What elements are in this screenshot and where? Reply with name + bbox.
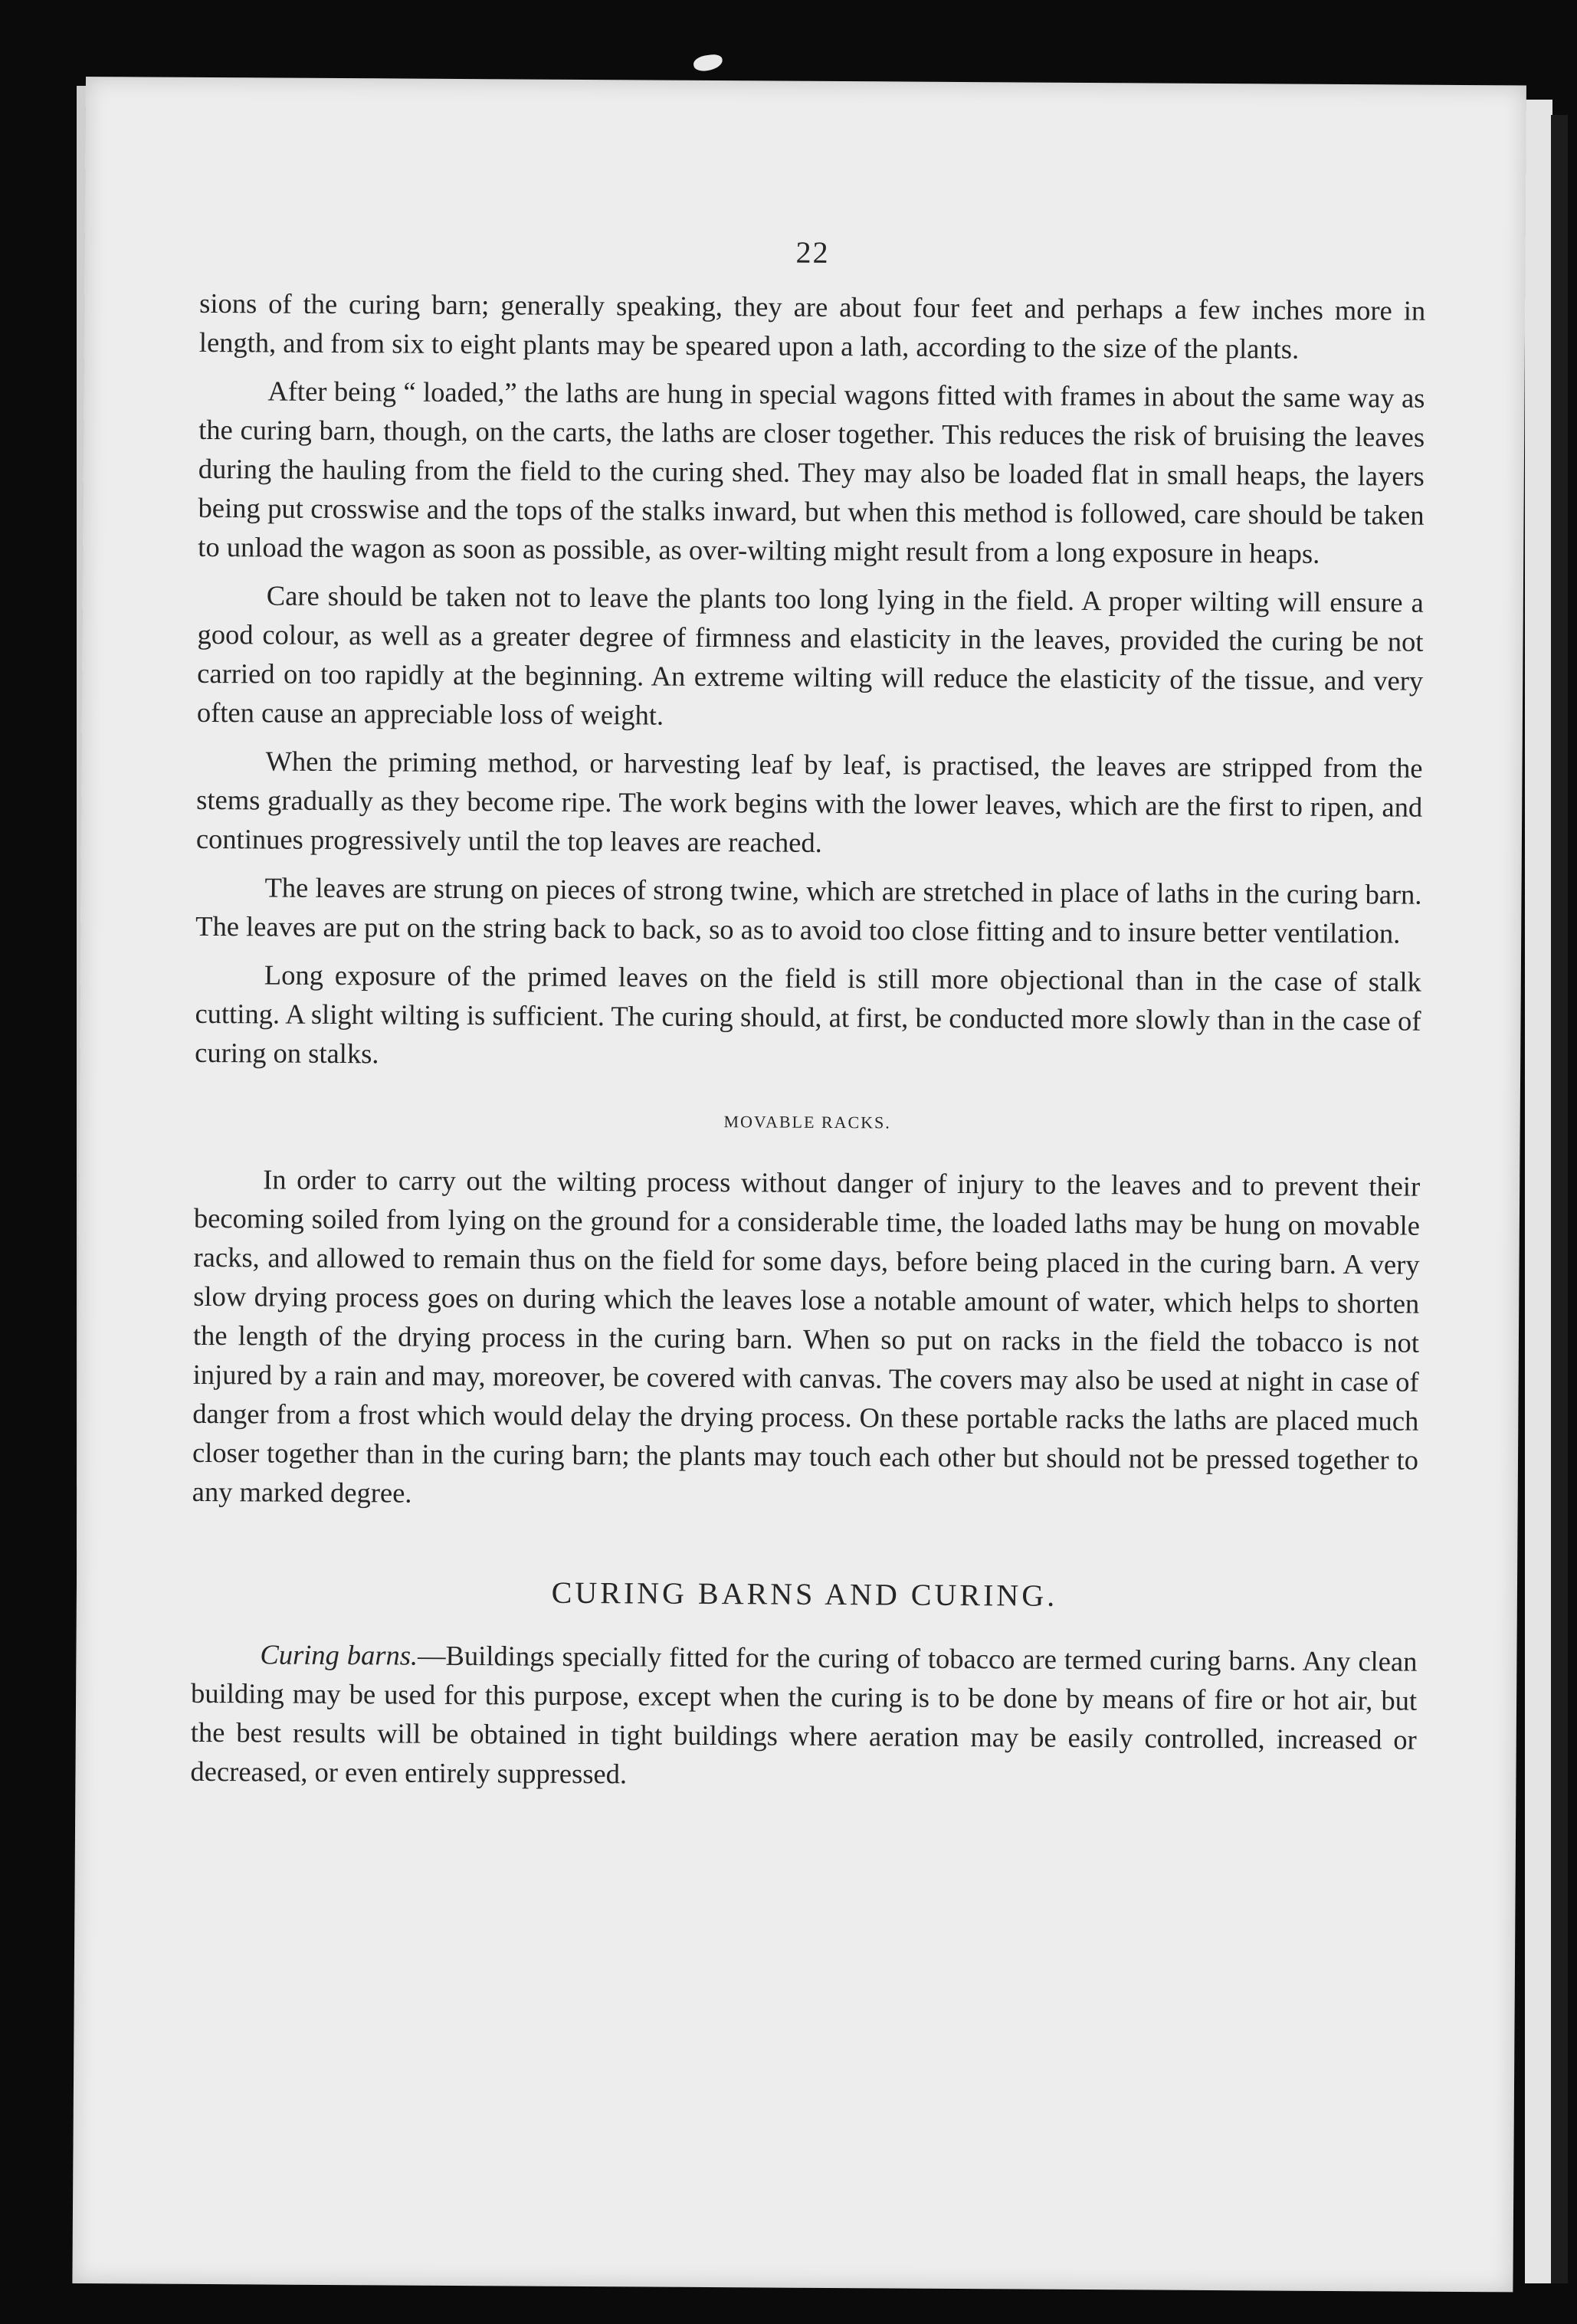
paragraph-continuation: sions of the curing barn; generally speaking, they are about four feet and perhaps a few inches more in length, and from six to eight plants may be speared upon a lath, according to the size of the plants. [198,287,1426,365]
page-number: 22 [795,234,830,270]
paragraph-movable-racks: In order to carry out the wilting process without danger of injury to the leaves and to prevent their becoming soiled from lying on the ground for a considerable time, the loaded laths may be hung on movable racks, and allowed to remain thus on the field for some days, before being placed in the curing barn. A very slow drying process goes on during which the leaves lose a notable amount of water, which helps to shorten the length of the drying process in the curing barn. When so put on racks in the field the tobacco is not injured by a rain and may, moreover, be covered with canvas. The covers may also be used at night in case of danger from a frost which would delay the drying process. On these portable racks the laths are placed much closer together than in the curing barn; the plants may touch each other but should not be pressed together to any marked degree. [192,1163,1421,1509]
page-edge-right [1525,100,1552,2283]
paragraph-priming-method: When the priming method, or harvesting leaf by leaf, is practised, the leaves are stripped from the stems gradually as they become ripe. The work begins with the lower leaves, which are the first to ripen, and continues progressively until the top leaves are reached. [195,745,1423,858]
book-spine-shadow [1551,115,1568,2283]
paragraph-loaded-laths: After being “ loaded,” the laths are hung in special wagons fitted with frames in about the same way as the curing barn, though, on the carts, the laths are closer together. This reduces the risk of bruising the leaves during the hauling from the field to the curing shed. They may also be loaded flat in small heaps, the layers being put crosswise and the tops of the stalks inward, but when this method is followed, care should be taken to unload the wagon as soon as possible, as over-wilting might result from a long exposure in heaps. [198,375,1425,569]
paragraph-wilting-care: Care should be taken not to leave the plants too long lying in the field. A proper wilting will ensure a good colour, as well as a greater degree of firmness and elasticity in the leaves, provided the curing be not carried on too rapidly at the beginning. An extreme wilting will reduce the elasticity of the tissue, and very often cause an appreciable loss of weight. [196,579,1424,731]
paragraph-curing-barns-text: —Buildings specially fitted for the curing of tobacco are termed curing barns. Any clean building may be used for this purpose, except when the curing is to be done by means of fire or hot air, but the best results will be obtained in tight buildings where aeration may be easily controlled, increased or decreased, or even entirely suppressed. [190,1639,1418,1790]
paragraph-strung-leaves: The leaves are strung on pieces of strong twine, which are stretched in place of laths in the curing barn. The leaves are put on the string back to back, so as to avoid too close fitting and to insure better ventilation. [195,871,1422,949]
section-heading-movable-racks: MOVABLE RACKS. [723,1112,891,1132]
chapter-heading: CURING BARNS AND CURING. [551,1575,1058,1613]
page-content [190,231,1425,1808]
scanned-page [72,77,1526,2292]
scan-speck [693,53,723,72]
runin-title: Curing barns. [260,1638,418,1671]
paragraph-curing-barns [190,1634,1417,1798]
paragraph-long-exposure: Long exposure of the primed leaves on the field is still more objectional than in the case of stalk cutting. A slight wilting is sufficient. The curing should, at first, be conducted more slowly than in the case of curing on stalks. [195,959,1421,1070]
